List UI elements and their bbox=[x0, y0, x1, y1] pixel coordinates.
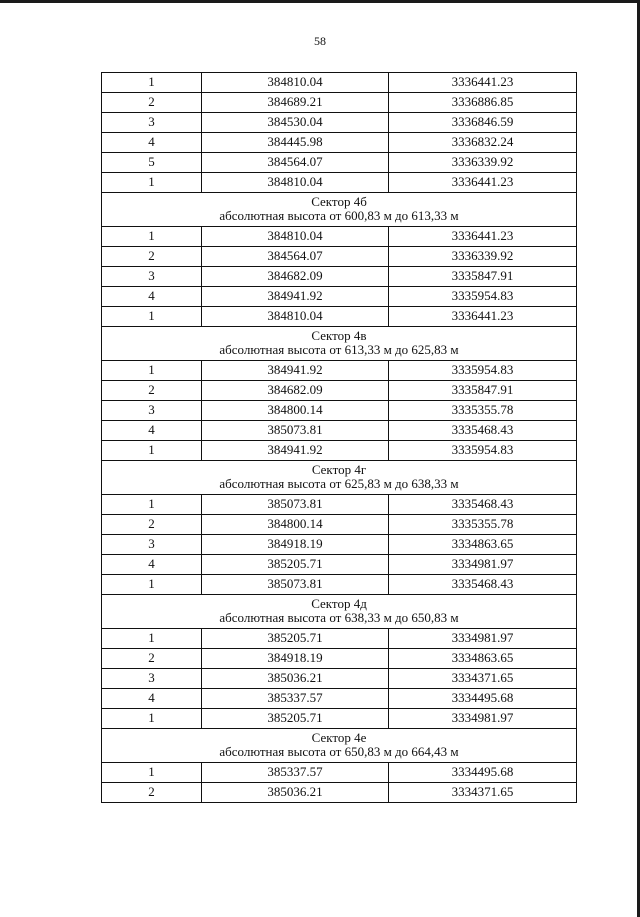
y-coordinate-cell: 3336339.92 bbox=[389, 153, 577, 173]
x-coordinate-cell: 384810.04 bbox=[202, 307, 389, 327]
x-coordinate-cell: 385205.71 bbox=[202, 709, 389, 729]
x-coordinate-cell: 384810.04 bbox=[202, 73, 389, 93]
sector-header-cell bbox=[102, 461, 577, 495]
sector-title: Сектор 4в bbox=[311, 328, 367, 343]
y-coordinate-cell: 3335847.91 bbox=[389, 267, 577, 287]
y-coordinate-cell: 3335468.43 bbox=[389, 421, 577, 441]
y-coordinate-cell: 3334371.65 bbox=[389, 783, 577, 803]
point-number-cell: 4 bbox=[102, 689, 202, 709]
point-number-cell: 4 bbox=[102, 133, 202, 153]
point-number-cell: 2 bbox=[102, 649, 202, 669]
x-coordinate-cell: 384564.07 bbox=[202, 247, 389, 267]
x-coordinate-cell: 384689.21 bbox=[202, 93, 389, 113]
point-number-cell: 1 bbox=[102, 441, 202, 461]
x-coordinate-cell: 385073.81 bbox=[202, 575, 389, 595]
y-coordinate-cell: 3336339.92 bbox=[389, 247, 577, 267]
table-row bbox=[102, 361, 577, 381]
x-coordinate-cell: 384682.09 bbox=[202, 267, 389, 287]
y-coordinate-cell: 3336846.59 bbox=[389, 113, 577, 133]
sector-header-row bbox=[102, 327, 577, 361]
table-row bbox=[102, 113, 577, 133]
point-number-cell: 4 bbox=[102, 421, 202, 441]
point-number-cell: 1 bbox=[102, 709, 202, 729]
x-coordinate-cell: 384810.04 bbox=[202, 227, 389, 247]
y-coordinate-cell: 3335468.43 bbox=[389, 495, 577, 515]
sector-altitude-range: абсолютная высота от 638,33 м до 650,83 м bbox=[219, 610, 459, 625]
coordinates-table bbox=[101, 72, 577, 803]
y-coordinate-cell: 3336832.24 bbox=[389, 133, 577, 153]
table-row bbox=[102, 783, 577, 803]
table-row bbox=[102, 649, 577, 669]
point-number-cell: 2 bbox=[102, 515, 202, 535]
point-number-cell: 1 bbox=[102, 495, 202, 515]
y-coordinate-cell: 3336441.23 bbox=[389, 307, 577, 327]
point-number-cell: 1 bbox=[102, 307, 202, 327]
table-row bbox=[102, 173, 577, 193]
table-row bbox=[102, 535, 577, 555]
point-number-cell: 2 bbox=[102, 783, 202, 803]
x-coordinate-cell: 384800.14 bbox=[202, 515, 389, 535]
x-coordinate-cell: 385205.71 bbox=[202, 629, 389, 649]
y-coordinate-cell: 3335468.43 bbox=[389, 575, 577, 595]
sector-header-cell bbox=[102, 595, 577, 629]
point-number-cell: 1 bbox=[102, 73, 202, 93]
sector-header-row bbox=[102, 461, 577, 495]
point-number-cell: 3 bbox=[102, 535, 202, 555]
x-coordinate-cell: 384445.98 bbox=[202, 133, 389, 153]
sector-header-cell bbox=[102, 327, 577, 361]
table-row bbox=[102, 421, 577, 441]
y-coordinate-cell: 3334863.65 bbox=[389, 535, 577, 555]
table-row bbox=[102, 495, 577, 515]
x-coordinate-cell: 385073.81 bbox=[202, 421, 389, 441]
table-row bbox=[102, 401, 577, 421]
point-number-cell: 1 bbox=[102, 361, 202, 381]
y-coordinate-cell: 3336441.23 bbox=[389, 227, 577, 247]
table-row bbox=[102, 441, 577, 461]
point-number-cell: 3 bbox=[102, 401, 202, 421]
table-row bbox=[102, 73, 577, 93]
x-coordinate-cell: 385337.57 bbox=[202, 689, 389, 709]
y-coordinate-cell: 3335355.78 bbox=[389, 515, 577, 535]
table-row bbox=[102, 515, 577, 535]
table-row bbox=[102, 153, 577, 173]
point-number-cell: 1 bbox=[102, 575, 202, 595]
table-row bbox=[102, 381, 577, 401]
table-row bbox=[102, 307, 577, 327]
y-coordinate-cell: 3334981.97 bbox=[389, 555, 577, 575]
sector-title: Сектор 4д bbox=[311, 596, 367, 611]
table-row bbox=[102, 227, 577, 247]
y-coordinate-cell: 3334981.97 bbox=[389, 709, 577, 729]
sector-header-row bbox=[102, 729, 577, 763]
x-coordinate-cell: 384941.92 bbox=[202, 287, 389, 307]
sector-altitude-range: абсолютная высота от 650,83 м до 664,43 м bbox=[219, 744, 459, 759]
y-coordinate-cell: 3336441.23 bbox=[389, 73, 577, 93]
x-coordinate-cell: 384800.14 bbox=[202, 401, 389, 421]
sector-title: Сектор 4г bbox=[311, 462, 367, 477]
point-number-cell: 5 bbox=[102, 153, 202, 173]
table-row bbox=[102, 669, 577, 689]
sector-header-cell bbox=[102, 729, 577, 763]
sector-altitude-range: абсолютная высота от 613,33 м до 625,83 м bbox=[219, 342, 459, 357]
table-row bbox=[102, 555, 577, 575]
sector-title: Сектор 4е bbox=[311, 730, 367, 745]
point-number-cell: 3 bbox=[102, 113, 202, 133]
x-coordinate-cell: 384810.04 bbox=[202, 173, 389, 193]
page-number: 58 bbox=[314, 34, 326, 48]
point-number-cell: 1 bbox=[102, 763, 202, 783]
x-coordinate-cell: 384564.07 bbox=[202, 153, 389, 173]
x-coordinate-cell: 385036.21 bbox=[202, 783, 389, 803]
y-coordinate-cell: 3336886.85 bbox=[389, 93, 577, 113]
y-coordinate-cell: 3335954.83 bbox=[389, 361, 577, 381]
table-row bbox=[102, 629, 577, 649]
point-number-cell: 1 bbox=[102, 227, 202, 247]
x-coordinate-cell: 384918.19 bbox=[202, 649, 389, 669]
table-row bbox=[102, 267, 577, 287]
point-number-cell: 4 bbox=[102, 555, 202, 575]
y-coordinate-cell: 3334863.65 bbox=[389, 649, 577, 669]
x-coordinate-cell: 384941.92 bbox=[202, 361, 389, 381]
x-coordinate-cell: 385205.71 bbox=[202, 555, 389, 575]
x-coordinate-cell: 385036.21 bbox=[202, 669, 389, 689]
sector-header-cell bbox=[102, 193, 577, 227]
table-row bbox=[102, 247, 577, 267]
sector-header-row bbox=[102, 193, 577, 227]
table-row bbox=[102, 133, 577, 153]
table-row bbox=[102, 287, 577, 307]
sector-altitude-range: абсолютная высота от 625,83 м до 638,33 м bbox=[219, 476, 459, 491]
point-number-cell: 1 bbox=[102, 629, 202, 649]
table-row bbox=[102, 763, 577, 783]
table-row bbox=[102, 689, 577, 709]
sector-header-row bbox=[102, 595, 577, 629]
x-coordinate-cell: 384941.92 bbox=[202, 441, 389, 461]
sector-altitude-range: абсолютная высота от 600,83 м до 613,33 м bbox=[219, 208, 459, 223]
y-coordinate-cell: 3335954.83 bbox=[389, 441, 577, 461]
point-number-cell: 1 bbox=[102, 173, 202, 193]
x-coordinate-cell: 384682.09 bbox=[202, 381, 389, 401]
table-row bbox=[102, 709, 577, 729]
x-coordinate-cell: 385073.81 bbox=[202, 495, 389, 515]
table-row bbox=[102, 93, 577, 113]
point-number-cell: 2 bbox=[102, 247, 202, 267]
table-row bbox=[102, 575, 577, 595]
x-coordinate-cell: 384918.19 bbox=[202, 535, 389, 555]
y-coordinate-cell: 3334495.68 bbox=[389, 689, 577, 709]
y-coordinate-cell: 3335355.78 bbox=[389, 401, 577, 421]
y-coordinate-cell: 3335954.83 bbox=[389, 287, 577, 307]
point-number-cell: 3 bbox=[102, 267, 202, 287]
point-number-cell: 2 bbox=[102, 381, 202, 401]
y-coordinate-cell: 3336441.23 bbox=[389, 173, 577, 193]
x-coordinate-cell: 384530.04 bbox=[202, 113, 389, 133]
y-coordinate-cell: 3334981.97 bbox=[389, 629, 577, 649]
y-coordinate-cell: 3334371.65 bbox=[389, 669, 577, 689]
sector-title: Сектор 4б bbox=[311, 194, 367, 209]
y-coordinate-cell: 3334495.68 bbox=[389, 763, 577, 783]
point-number-cell: 3 bbox=[102, 669, 202, 689]
y-coordinate-cell: 3335847.91 bbox=[389, 381, 577, 401]
point-number-cell: 2 bbox=[102, 93, 202, 113]
point-number-cell: 4 bbox=[102, 287, 202, 307]
page-edge-top bbox=[0, 0, 640, 3]
coordinates-table-body bbox=[102, 73, 577, 803]
x-coordinate-cell: 385337.57 bbox=[202, 763, 389, 783]
